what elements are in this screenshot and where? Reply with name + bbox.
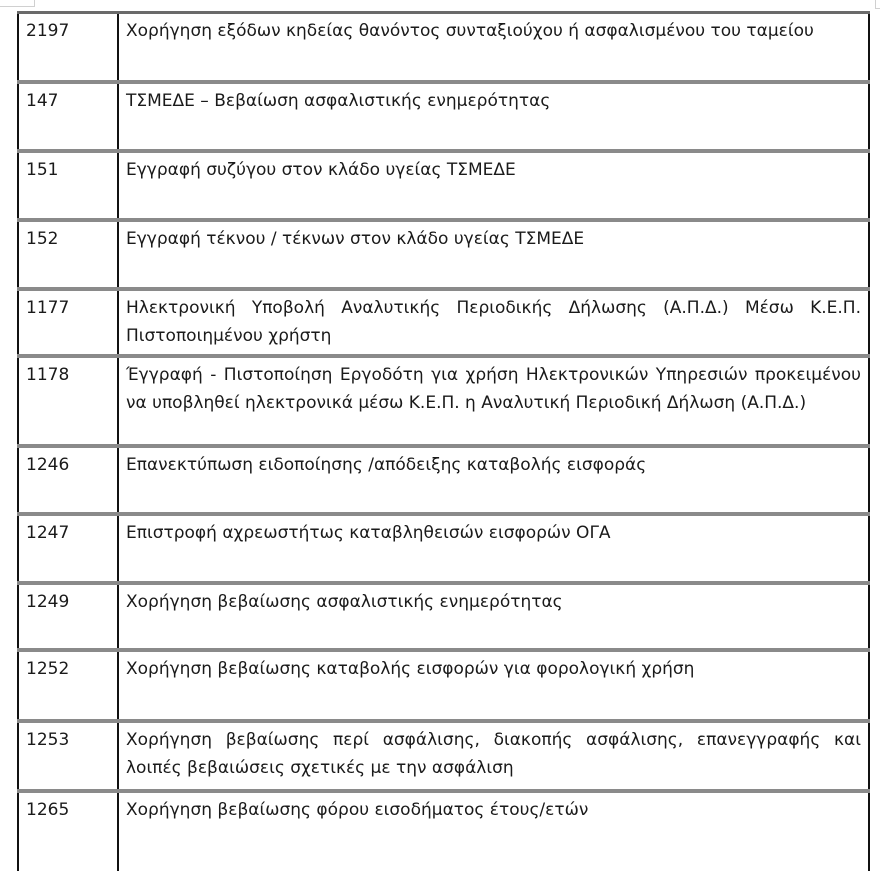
service-description-cell: Χορήγηση εξόδων κηδείας θανόντος συνταξιούχου ή ασφαλισμένου του ταμείου: [118, 13, 869, 82]
table-row: [18, 721, 869, 791]
service-description-cell: Ηλεκτρονική Υποβολή Αναλυτικής Περιοδικής Δήλωσης (Α.Π.Δ.) Μέσω Κ.Ε.Π. Πιστοποιημένου χρήστη: [118, 289, 869, 356]
service-description-cell: Επανεκτύπωση ειδοποίησης /απόδειξης καταβολής εισφοράς: [118, 446, 869, 514]
service-description-cell: Χορήγηση βεβαίωσης φόρου εισοδήματος έτους/ετών: [118, 791, 869, 871]
service-description-cell: Εγγραφή συζύγου στον κλάδο υγείας ΤΣΜΕΔΕ: [118, 151, 869, 220]
service-code-cell: 1177: [18, 289, 118, 356]
table-row: [18, 514, 869, 583]
service-code-cell: 1246: [18, 446, 118, 514]
service-description-cell: ΤΣΜΕΔΕ – Βεβαίωση ασφαλιστικής ενημερότητας: [118, 82, 869, 151]
service-code-cell: 151: [18, 151, 118, 220]
page-margin-corner-right: [875, 0, 880, 9]
table-row: [18, 583, 869, 650]
service-code-cell: 1178: [18, 356, 118, 446]
services-table: [17, 11, 870, 871]
page-margin-corner-left: [0, 0, 35, 7]
service-code-cell: 1265: [18, 791, 118, 871]
table-row: [18, 13, 869, 82]
table-row: [18, 220, 869, 289]
service-code-cell: 147: [18, 82, 118, 151]
service-description-cell: Έγγραφή - Πιστοποίηση Εργοδότη για χρήση Ηλεκτρονικών Υπηρεσιών προκειμένου να υποβληθεί ηλεκτρονικά μέσω Κ.Ε.Π. η Αναλυτική Περιοδική Δήλωση (Α.Π.Δ.): [118, 356, 869, 446]
service-code-cell: 1253: [18, 721, 118, 791]
service-description-cell: Χορήγηση βεβαίωσης ασφαλιστικής ενημερότητας: [118, 583, 869, 650]
service-description-cell: Εγγραφή τέκνου / τέκνων στον κλάδο υγείας ΤΣΜΕΔΕ: [118, 220, 869, 289]
table-row: [18, 446, 869, 514]
service-code-cell: 2197: [18, 13, 118, 82]
table-row: [18, 356, 869, 446]
service-code-cell: 1252: [18, 650, 118, 721]
service-code-cell: 152: [18, 220, 118, 289]
table-row: [18, 289, 869, 356]
table-row: [18, 82, 869, 151]
table-row: [18, 791, 869, 871]
service-description-cell: Επιστροφή αχρεωστήτως καταβληθεισών εισφορών ΟΓΑ: [118, 514, 869, 583]
service-code-cell: 1247: [18, 514, 118, 583]
services-table-body: [18, 13, 869, 871]
service-code-cell: 1249: [18, 583, 118, 650]
service-description-cell: Χορήγηση βεβαίωσης περί ασφάλισης, διακοπής ασφάλισης, επανεγγραφής και λοιπές βεβαιώσεις σχετικές με την ασφάλιση: [118, 721, 869, 791]
service-description-cell: Χορήγηση βεβαίωσης καταβολής εισφορών για φορολογική χρήση: [118, 650, 869, 721]
table-row: [18, 650, 869, 721]
table-row: [18, 151, 869, 220]
